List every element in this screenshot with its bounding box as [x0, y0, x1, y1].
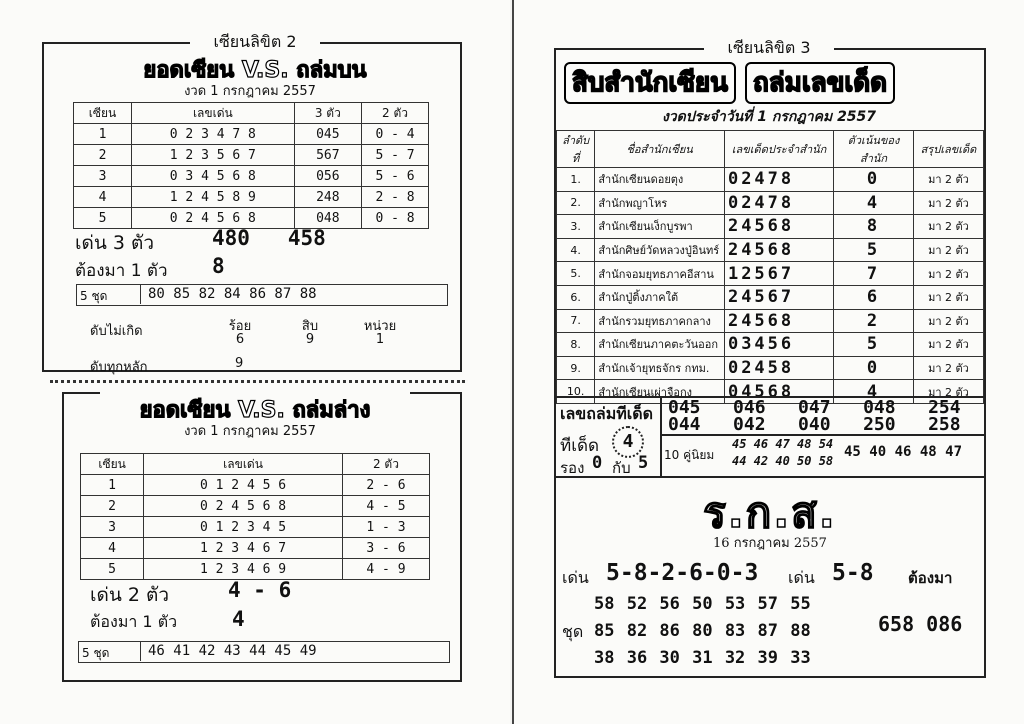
row-id: 4 [81, 538, 144, 559]
pair-row2: 44 42 40 50 58 [732, 454, 834, 468]
top-set-values: 80 85 82 84 86 87 88 [148, 286, 317, 302]
col-header: 2 ตัว [342, 454, 429, 475]
dead-all-label: ดับทุกหลัก [90, 360, 148, 375]
row-focus: 6 [834, 285, 914, 309]
dead-col-val: 1 [375, 332, 385, 347]
rks-date: 16 กรกฎาคม 2557 [713, 536, 827, 551]
table-row [557, 356, 984, 380]
row-digits: 0 1 2 3 4 5 [144, 517, 343, 538]
table-row [74, 124, 429, 145]
col-header: ตัวเน้นของสำนัก [834, 131, 914, 168]
top-featured-values: 480 458 [212, 226, 326, 250]
table-row [81, 538, 430, 559]
table-row [557, 333, 984, 357]
row-digits: 0 2 4 5 6 8 [131, 208, 294, 229]
dotted-divider [50, 380, 465, 383]
row-focus: 7 [834, 262, 914, 286]
tide-value: 4 [612, 426, 644, 458]
row-digits: 0 3 4 5 6 8 [131, 166, 294, 187]
kap-value: 5 [638, 453, 649, 473]
row-name: สำนักจอมยุทธภาคอีสาน [595, 262, 725, 286]
table-row [74, 145, 429, 166]
row-name: สำนักศิษย์วัดหลวงปู่อินทร์ [595, 238, 725, 262]
table-header-row [81, 454, 430, 475]
divider [140, 284, 141, 304]
row-focus: 4 [834, 380, 914, 404]
table-row [557, 168, 984, 192]
must-label: ต้องมา [908, 569, 953, 587]
row-focus: 8 [834, 215, 914, 239]
table-row [557, 262, 984, 286]
row-digits: 1 2 3 4 6 9 [144, 559, 343, 580]
right-title-row [564, 62, 976, 106]
dead-col-head: สิบ [301, 319, 319, 334]
dead-all-value: 9 [235, 356, 244, 371]
row-id: 3 [81, 517, 144, 538]
row-digits: 1 2 4 5 8 9 [131, 187, 294, 208]
row-summary: มา 2 ตัว [913, 356, 983, 380]
col-header: เลขเด่น [144, 454, 343, 475]
combo-label: เลขถล่มทีเด็ด [560, 404, 654, 423]
table-header-row [74, 103, 429, 124]
row-no: 2. [557, 191, 595, 215]
row-name: สำนักเซียนเผ่าจือกง [595, 380, 725, 404]
row-two: 2 - 6 [342, 475, 429, 496]
col-header: 2 ตัว [362, 103, 429, 124]
featured-seq: 5-8-2-6-0-3 [606, 560, 759, 586]
row-no: 8. [557, 333, 595, 357]
row-two: 1 - 3 [342, 517, 429, 538]
row-no: 9. [557, 356, 595, 380]
divider [660, 398, 662, 434]
row-summary: มา 2 ตัว [913, 191, 983, 215]
col-header: เลขเด็ดประจำสำนัก [724, 131, 833, 168]
table-row [81, 559, 430, 580]
col-header: 3 ตัว [294, 103, 361, 124]
row-three: 048 [294, 208, 361, 229]
table-row [81, 517, 430, 538]
row-two: 4 - 5 [342, 496, 429, 517]
row-focus: 0 [834, 168, 914, 192]
row-no: 4. [557, 238, 595, 262]
row-summary: มา 2 ตัว [913, 285, 983, 309]
combo-row1: 045 046 047 048 254 [668, 397, 961, 418]
schools-table [556, 130, 984, 404]
row-two: 5 - 7 [362, 145, 429, 166]
row-digits: 24567 [724, 285, 833, 309]
title-part1: สิบสำนักเซียน [564, 62, 736, 104]
row-id: 5 [74, 208, 132, 229]
row-three: 045 [294, 124, 361, 145]
bottom-featured-values: 4 - 6 [228, 578, 292, 602]
title-part2: ถล่มเลขเด็ด [745, 62, 895, 104]
bottom-stats-table [80, 453, 430, 580]
row-focus: 5 [834, 333, 914, 357]
pair-row1: 45 46 47 48 54 [732, 437, 834, 451]
table-row [557, 191, 984, 215]
row-two: 2 - 8 [362, 187, 429, 208]
row-digits: 0 2 3 4 7 8 [131, 124, 294, 145]
right-draw-date: งวดประจำวันที่ 1 กรกฎาคม 2557 [661, 109, 877, 125]
dead-col-val: 6 [235, 332, 245, 347]
row-summary: มา 2 ตัว [913, 309, 983, 333]
dead-col-val: 9 [305, 332, 315, 347]
kap-label: กับ [612, 459, 631, 477]
row-digits: 12567 [724, 262, 833, 286]
row-digits: 04568 [724, 380, 833, 404]
bottom-set-label: 5 ชุด [82, 646, 110, 660]
table-row [81, 475, 430, 496]
row-two: 0 - 4 [362, 124, 429, 145]
col-header: ลำดับที่ [557, 131, 595, 168]
row-summary: มา 2 ตัว [913, 262, 983, 286]
row-focus: 2 [834, 309, 914, 333]
rong-value: 0 [592, 453, 603, 473]
table-row [557, 238, 984, 262]
row-digits: 1 2 3 5 6 7 [131, 145, 294, 166]
top-must-value: 8 [212, 254, 225, 278]
row-digits: 24568 [724, 215, 833, 239]
row-name: สำนักรวมยุทธภาคกลาง [595, 309, 725, 333]
row-name: สำนักเจ้ายุทธจักร กทม. [595, 356, 725, 380]
row-id: 2 [74, 145, 132, 166]
bottom-must-label: ต้องมา 1 ตัว [90, 612, 178, 631]
table-row [557, 309, 984, 333]
row-id: 2 [81, 496, 144, 517]
col-header: เซียน [81, 454, 144, 475]
row-three: 056 [294, 166, 361, 187]
row-summary: มา 2 ตัว [913, 238, 983, 262]
row-no: 7. [557, 309, 595, 333]
set-right: 658 086 [878, 612, 963, 636]
divider [554, 476, 986, 478]
table-header-row [557, 131, 984, 168]
row-digits: 24568 [724, 238, 833, 262]
row-two: 3 - 6 [342, 538, 429, 559]
tide-label: ทีเด็ด [560, 436, 600, 456]
combo-row2: 044 042 040 250 258 [668, 414, 961, 435]
bottom-must-value: 4 [232, 607, 245, 631]
row-summary: มา 2 ตัว [913, 168, 983, 192]
row-no: 6. [557, 285, 595, 309]
dead-col-head: ร้อย [228, 319, 252, 334]
set-row3: 38 36 30 31 32 39 33 [594, 648, 811, 668]
col-header: เซียน [74, 103, 132, 124]
row-digits: 02458 [724, 356, 833, 380]
pair-label: 10 คู่นิยม [664, 448, 715, 462]
row-digits: 1 2 3 4 6 7 [144, 538, 343, 559]
left-page [0, 0, 510, 724]
row-name: สำนักเซียนภาคตะวันออก [595, 333, 725, 357]
bottom-set-values: 46 41 42 43 44 45 49 [148, 643, 317, 659]
divider [140, 641, 141, 661]
table-row [74, 187, 429, 208]
row-summary: มา 2 ตัว [913, 215, 983, 239]
top-section-title: ยอดเซียน V.S. ถล่มบน [143, 58, 367, 83]
right-page [512, 0, 1024, 724]
row-digits: 02478 [724, 191, 833, 215]
row-focus: 0 [834, 356, 914, 380]
row-id: 4 [74, 187, 132, 208]
col-header: สรุปเลขเด็ด [913, 131, 983, 168]
top-draw-date: งวด 1 กรกฎาคม 2557 [184, 84, 316, 99]
dead-col-head: หน่วย [363, 319, 397, 334]
row-id: 3 [74, 166, 132, 187]
left-header-label: เซียนลิขิต 2 [190, 30, 320, 55]
row-id: 5 [81, 559, 144, 580]
rong-label: รอง [560, 459, 585, 477]
featured-pair: 5-8 [832, 560, 874, 586]
featured-label2: เด่น [788, 568, 815, 587]
row-id: 1 [74, 124, 132, 145]
set-label: ชุด [562, 622, 584, 641]
row-focus: 5 [834, 238, 914, 262]
dead-label: ดับไม่เกิด [90, 324, 143, 339]
top-set-label: 5 ชุด [80, 289, 108, 303]
bottom-featured-label: เด่น 2 ตัว [90, 584, 169, 606]
row-summary: มา 2 ตัว [913, 333, 983, 357]
row-no: 1. [557, 168, 595, 192]
bottom-section-title: ยอดเซียน V.S. ถล่มล่าง [100, 392, 410, 427]
table-row [557, 285, 984, 309]
col-header: เลขเด่น [131, 103, 294, 124]
divider [660, 434, 986, 436]
row-digits: 0 2 4 5 6 8 [144, 496, 343, 517]
row-name: สำนักปู่ติ้งภาคใต้ [595, 285, 725, 309]
featured-label: เด่น [562, 568, 589, 587]
table-row [557, 215, 984, 239]
row-no: 3. [557, 215, 595, 239]
row-id: 1 [81, 475, 144, 496]
right-header-label: เซียนลิขิต 3 [704, 36, 834, 61]
row-name: สำนักเซียนเง็กบูรพา [595, 215, 725, 239]
set-row2: 85 82 86 80 83 87 88 [594, 621, 811, 641]
row-focus: 4 [834, 191, 914, 215]
row-two: 4 - 9 [342, 559, 429, 580]
bottom-draw-date: งวด 1 กรกฎาคม 2557 [184, 424, 316, 439]
row-digits: 24568 [724, 309, 833, 333]
row-three: 248 [294, 187, 361, 208]
row-summary: มา 2 ตัว [913, 380, 983, 404]
row-two: 5 - 6 [362, 166, 429, 187]
pair-right: 45 40 46 48 47 [844, 444, 963, 460]
row-no: 10. [557, 380, 595, 404]
row-digits: 02478 [724, 168, 833, 192]
row-digits: 0 1 2 4 5 6 [144, 475, 343, 496]
table-row [81, 496, 430, 517]
divider [660, 434, 662, 476]
row-two: 0 - 8 [362, 208, 429, 229]
row-three: 567 [294, 145, 361, 166]
row-name: สำนักพญาโหร [595, 191, 725, 215]
top-stats-table [73, 102, 429, 229]
row-digits: 03456 [724, 333, 833, 357]
rks-title: ร.ก.ส. [703, 488, 837, 537]
row-no: 5. [557, 262, 595, 286]
table-row [74, 166, 429, 187]
set-row1: 58 52 56 50 53 57 55 [594, 594, 811, 614]
top-featured-label: เด่น 3 ตัว [75, 232, 154, 254]
col-header: ชื่อสำนักเซียน [595, 131, 725, 168]
row-name: สำนักเซียนดอยตุง [595, 168, 725, 192]
top-must-label: ต้องมา 1 ตัว [75, 261, 168, 281]
